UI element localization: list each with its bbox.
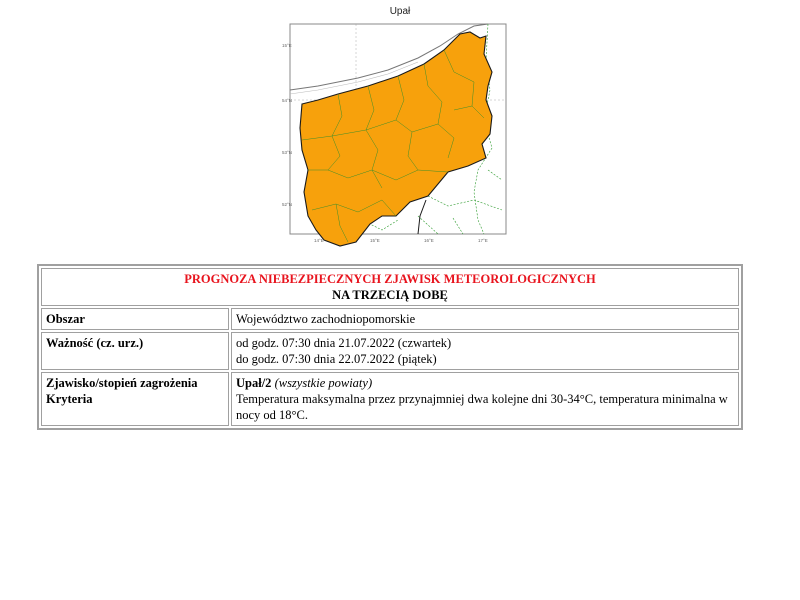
x-tick-label: 15°E <box>370 238 380 243</box>
x-tick-label: 14°E <box>314 238 324 243</box>
area-value: Województwo zachodniopomorskie <box>231 308 739 330</box>
phenomenon-name-line <box>236 375 734 391</box>
table-row-area <box>41 308 739 330</box>
phenomenon-label-line1: Zjawisko/stopień zagrożenia <box>46 376 198 390</box>
x-tick-label: 17°E <box>478 238 488 243</box>
validity-value <box>231 332 739 370</box>
phenomenon-label-line2: Kryteria <box>46 392 93 406</box>
phenomenon-name: Upał/2 <box>236 376 272 390</box>
phenomenon-criteria: Temperatura maksymalna przez przynajmniej dwa kolejne dni 30-34°C, temperatura minimalna w nocy od 18°C. <box>236 392 728 422</box>
phenomenon-scope: (wszystkie powiaty) <box>274 376 373 390</box>
phenomenon-label <box>41 372 229 426</box>
map-svg <box>278 20 514 260</box>
y-tick-label: 52°N <box>282 202 293 207</box>
x-tick-label: 16°E <box>424 238 434 243</box>
table-header-row <box>41 268 739 306</box>
table-row-validity <box>41 332 739 370</box>
y-tick-label: 15°E <box>282 43 292 48</box>
validity-label: Ważność (cz. urz.) <box>41 332 229 370</box>
warning-table <box>37 264 743 430</box>
table-header <box>41 268 739 306</box>
validity-from: od godz. 07:30 dnia 21.07.2022 (czwartek) <box>236 336 452 350</box>
validity-to: do godz. 07:30 dnia 22.07.2022 (piątek) <box>236 352 437 366</box>
table-row-phenomenon <box>41 372 739 426</box>
header-subtitle: NA TRZECIĄ DOBĘ <box>332 288 448 302</box>
phenomenon-value <box>231 372 739 426</box>
y-tick-label: 53°N <box>282 150 293 155</box>
map-title: Upał <box>389 6 411 17</box>
warning-map <box>278 20 514 260</box>
area-label: Obszar <box>41 308 229 330</box>
y-tick-label: 54°N <box>282 98 293 103</box>
header-title: PROGNOZA NIEBEZPIECZNYCH ZJAWISK METEOROLOGICZNYCH <box>184 272 596 286</box>
